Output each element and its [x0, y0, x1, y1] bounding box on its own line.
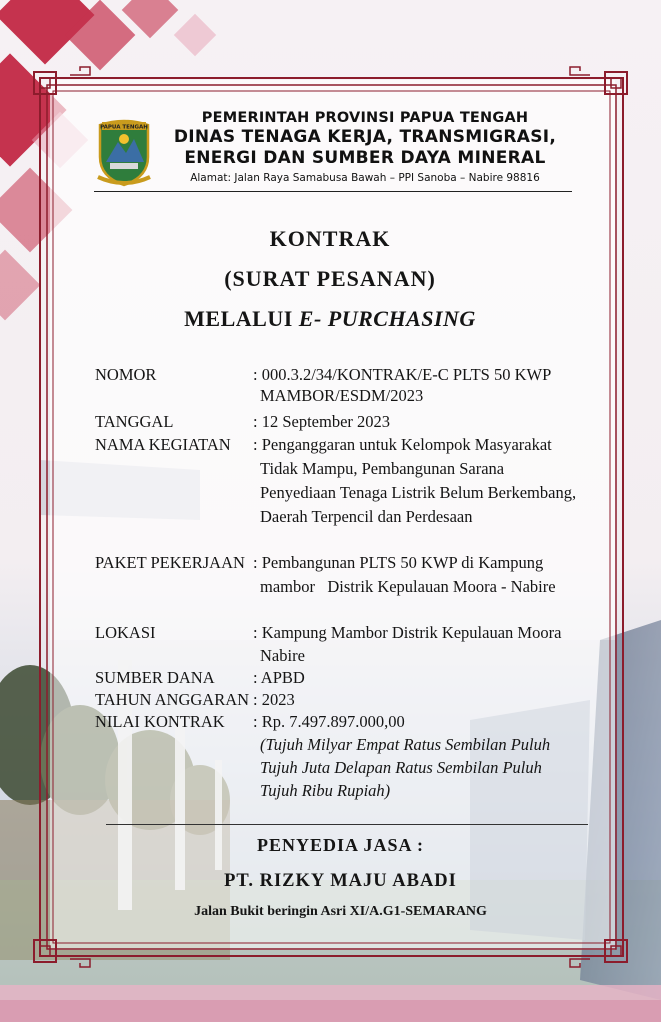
letterhead-government: PEMERINTAH PROVINSI PAPUA TENGAH [201, 110, 529, 126]
document-subtitle: (SURAT PESANAN) [224, 266, 436, 291]
province-logo [96, 117, 152, 187]
provider-address: Jalan Bukit beringin Asri XI/A.G1-SEMARANG [194, 904, 487, 919]
field-value: mambor Distrik Kepulauan Moora - Nabire [260, 577, 556, 596]
method-prefix: MELALUI [184, 306, 299, 331]
field-value: : 12 September 2023 [253, 412, 391, 431]
field-label: SUMBER DANA [95, 668, 215, 687]
field-value: : Penganggaran untuk Kelompok Masyarakat [253, 435, 552, 454]
field-value: Penyediaan Tenaga Listrik Belum Berkembang, [260, 483, 577, 502]
letterhead-divider [94, 191, 572, 192]
field-label: PAKET PEKERJAAN [95, 553, 245, 572]
letterhead-office-2: ENERGI DAN SUMBER DAYA MINERAL [184, 148, 546, 168]
field-value: Nabire [260, 646, 305, 665]
field-value: : Pembangunan PLTS 50 KWP di Kampung [253, 553, 544, 572]
field-value: : 2023 [253, 690, 295, 709]
field-value: Tidak Mampu, Pembangunan Sarana [260, 459, 505, 478]
letterhead-address: Alamat: Jalan Raya Samabusa Bawah – PPI Sanoba – Nabire 98816 [190, 172, 540, 184]
letterhead [160, 110, 570, 184]
field-label: LOKASI [95, 623, 156, 642]
field-label: NOMOR [95, 365, 157, 384]
field-label: NAMA KEGIATAN [95, 435, 231, 454]
document-method [60, 306, 600, 332]
document-title: KONTRAK [269, 226, 391, 251]
provider-heading: PENYEDIA JASA : [256, 835, 425, 855]
logo-text: PAPUA TENGAH [100, 124, 148, 131]
field-value: (Tujuh Milyar Empat Ratus Sembilan Puluh [260, 735, 551, 754]
field-label: TANGGAL [95, 412, 174, 431]
field-value: Daerah Terpencil dan Perdesaan [260, 507, 473, 526]
field-label: TAHUN ANGGARAN [95, 690, 250, 709]
field-value: : Rp. 7.497.897.000,00 [253, 712, 405, 731]
provider-name: PT. RIZKY MAJU ABADI [224, 871, 457, 891]
letterhead-office: DINAS TENAGA KERJA, TRANSMIGRASI, [173, 127, 557, 147]
field-value: : APBD [253, 668, 305, 687]
field-value: : 000.3.2/34/KONTRAK/E-C PLTS 50 KWP [253, 365, 552, 384]
field-value: Tujuh Ribu Rupiah) [260, 781, 391, 800]
field-value: MAMBOR/ESDM/2023 [260, 386, 424, 405]
field-label: NILAI KONTRAK [95, 712, 225, 731]
method-italic: E- PURCHASING [298, 306, 476, 331]
provider-divider [106, 824, 588, 825]
field-value: Tujuh Juta Delapan Ratus Sembilan Puluh [260, 758, 542, 777]
field-value: : Kampung Mambor Distrik Kepulauan Moora [253, 623, 562, 642]
